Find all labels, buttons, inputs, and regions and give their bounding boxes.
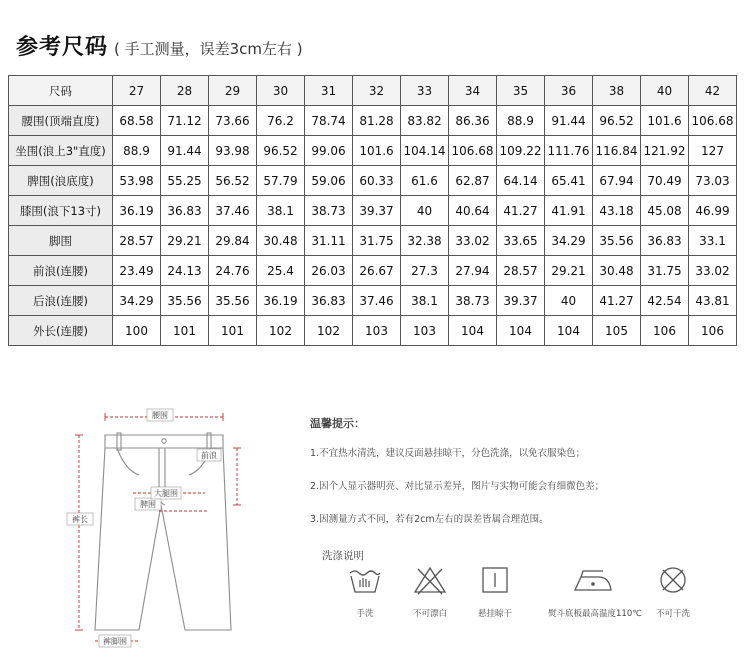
table-cell: 88.9 — [113, 136, 161, 166]
tip-2: 2.因个人显示器明亮、对比显示差异，图片与实物可能会有细微色差； — [310, 481, 605, 492]
table-cell: 70.49 — [641, 166, 689, 196]
table-cell: 67.94 — [593, 166, 641, 196]
label-hip: 大腿围 — [154, 489, 178, 498]
table-cell: 34.29 — [545, 226, 593, 256]
care-hand-wash — [340, 565, 390, 619]
table-cell: 121.92 — [641, 136, 689, 166]
care-no-dry-clean — [648, 565, 698, 619]
table-cell: 88.9 — [497, 106, 545, 136]
size-header-cell: 31 — [305, 76, 353, 106]
pants-diagram — [55, 395, 270, 650]
table-cell: 36.83 — [641, 226, 689, 256]
care-label-hang-dry: 悬挂晾干 — [477, 609, 512, 619]
table-cell: 78.74 — [305, 106, 353, 136]
table-cell: 104.14 — [401, 136, 449, 166]
row-label-cell: 坐围(浪上3"直度) — [9, 136, 113, 166]
table-cell: 31.75 — [641, 256, 689, 286]
size-header-cell: 30 — [257, 76, 305, 106]
label-hem: 裤脚围 — [103, 637, 127, 646]
table-cell: 36.83 — [161, 196, 209, 226]
table-cell: 41.27 — [593, 286, 641, 316]
table-row — [9, 286, 737, 316]
row-label-cell: 前浪(连腰) — [9, 256, 113, 286]
care-label-no-bleach: 不可漂白 — [412, 609, 447, 619]
care-hang-dry — [470, 565, 520, 619]
table-cell: 37.46 — [209, 196, 257, 226]
table-cell: 38.73 — [449, 286, 497, 316]
table-cell: 40 — [545, 286, 593, 316]
table-cell: 55.25 — [161, 166, 209, 196]
title-note: ( 手工测量，误差3cm左右 ) — [114, 40, 303, 58]
table-cell: 101.6 — [353, 136, 401, 166]
table-cell: 28.57 — [497, 256, 545, 286]
table-cell: 91.44 — [161, 136, 209, 166]
table-cell: 38.1 — [401, 286, 449, 316]
table-cell: 30.48 — [257, 226, 305, 256]
table-row — [9, 136, 737, 166]
table-cell: 106 — [689, 316, 737, 346]
table-cell: 42.54 — [641, 286, 689, 316]
table-cell: 40 — [401, 196, 449, 226]
size-header-cell: 33 — [401, 76, 449, 106]
table-cell: 36.83 — [305, 286, 353, 316]
tips-title: 温馨提示： — [310, 417, 365, 430]
table-cell: 103 — [353, 316, 401, 346]
table-cell: 105 — [593, 316, 641, 346]
table-cell: 65.41 — [545, 166, 593, 196]
table-cell: 33.02 — [449, 226, 497, 256]
table-row — [9, 166, 737, 196]
care-no-bleach — [405, 565, 455, 619]
size-header-cell: 42 — [689, 76, 737, 106]
table-cell: 68.58 — [113, 106, 161, 136]
table-cell: 36.19 — [257, 286, 305, 316]
table-cell: 37.46 — [353, 286, 401, 316]
size-table — [8, 75, 737, 346]
size-header-cell: 32 — [353, 76, 401, 106]
table-cell: 30.48 — [593, 256, 641, 286]
no-dry-clean-icon — [655, 565, 691, 595]
care-title: 洗涤说明 — [322, 550, 364, 562]
table-cell: 83.82 — [401, 106, 449, 136]
page-title — [16, 30, 303, 60]
table-cell: 101 — [209, 316, 257, 346]
table-cell: 29.21 — [545, 256, 593, 286]
size-header-cell: 28 — [161, 76, 209, 106]
table-cell: 116.84 — [593, 136, 641, 166]
table-cell: 64.14 — [497, 166, 545, 196]
table-row — [9, 226, 737, 256]
table-cell: 40.64 — [449, 196, 497, 226]
table-cell: 60.33 — [353, 166, 401, 196]
size-header-cell: 35 — [497, 76, 545, 106]
size-header-cell: 38 — [593, 76, 641, 106]
title-main: 参考尺码 — [16, 35, 109, 60]
label-thigh: 脾围 — [140, 500, 156, 509]
table-cell: 46.99 — [689, 196, 737, 226]
tip-3: 3.因测量方式不同，若有2cm左右的误差皆属合理范围。 — [310, 514, 549, 525]
table-cell: 109.22 — [497, 136, 545, 166]
table-cell: 104 — [449, 316, 497, 346]
table-cell: 93.98 — [209, 136, 257, 166]
size-header-cell: 27 — [113, 76, 161, 106]
table-cell: 73.66 — [209, 106, 257, 136]
care-label-hand-wash: 手洗 — [356, 609, 374, 619]
table-cell: 71.12 — [161, 106, 209, 136]
table-cell: 27.3 — [401, 256, 449, 286]
table-cell: 101 — [161, 316, 209, 346]
size-header-cell: 29 — [209, 76, 257, 106]
table-cell: 33.02 — [689, 256, 737, 286]
row-label-cell: 膝围(浪下13寸) — [9, 196, 113, 226]
table-cell: 61.6 — [401, 166, 449, 196]
hand-wash-icon — [347, 565, 383, 595]
table-cell: 59.06 — [305, 166, 353, 196]
table-cell: 106.68 — [449, 136, 497, 166]
table-cell: 101.6 — [641, 106, 689, 136]
size-header-cell: 34 — [449, 76, 497, 106]
table-cell: 41.91 — [545, 196, 593, 226]
table-cell: 91.44 — [545, 106, 593, 136]
table-cell: 25.4 — [257, 256, 305, 286]
tips-section — [310, 415, 740, 544]
table-cell: 96.52 — [257, 136, 305, 166]
table-cell: 24.13 — [161, 256, 209, 286]
table-cell: 32.38 — [401, 226, 449, 256]
table-cell: 29.21 — [161, 226, 209, 256]
table-cell: 34.29 — [113, 286, 161, 316]
care-label-no-dry-clean: 不可干洗 — [655, 609, 690, 619]
table-cell: 43.18 — [593, 196, 641, 226]
no-bleach-icon — [412, 565, 448, 595]
table-cell: 106 — [641, 316, 689, 346]
table-cell: 24.76 — [209, 256, 257, 286]
row-label-cell: 脚围 — [9, 226, 113, 256]
label-front-rise: 前浪 — [201, 451, 217, 460]
table-cell: 39.37 — [353, 196, 401, 226]
table-cell: 33.1 — [689, 226, 737, 256]
table-cell: 38.73 — [305, 196, 353, 226]
table-cell: 23.49 — [113, 256, 161, 286]
table-cell: 111.76 — [545, 136, 593, 166]
table-cell: 41.27 — [497, 196, 545, 226]
table-cell: 26.67 — [353, 256, 401, 286]
label-waist: 腰围 — [152, 411, 168, 420]
row-label-cell: 后浪(连腰) — [9, 286, 113, 316]
care-iron — [548, 565, 642, 619]
table-cell: 38.1 — [257, 196, 305, 226]
table-cell: 106.68 — [689, 106, 737, 136]
table-header-row — [9, 76, 737, 106]
table-row — [9, 196, 737, 226]
row-label-cell: 外长(连腰) — [9, 316, 113, 346]
table-row — [9, 316, 737, 346]
table-cell: 26.03 — [305, 256, 353, 286]
table-cell: 57.79 — [257, 166, 305, 196]
table-cell: 56.52 — [209, 166, 257, 196]
care-label-iron: 熨斗底板最高温度110℃ — [548, 609, 642, 619]
table-cell: 35.56 — [209, 286, 257, 316]
table-cell: 33.65 — [497, 226, 545, 256]
table-cell: 36.19 — [113, 196, 161, 226]
hang-dry-icon — [477, 565, 513, 595]
table-cell: 99.06 — [305, 136, 353, 166]
row-label-cell: 脾围(浪底度) — [9, 166, 113, 196]
table-cell: 76.2 — [257, 106, 305, 136]
label-length: 裤长 — [72, 515, 88, 524]
size-header-cell: 36 — [545, 76, 593, 106]
table-cell: 31.11 — [305, 226, 353, 256]
table-cell: 103 — [401, 316, 449, 346]
table-cell: 35.56 — [593, 226, 641, 256]
table-cell: 53.98 — [113, 166, 161, 196]
table-cell: 96.52 — [593, 106, 641, 136]
table-cell: 127 — [689, 136, 737, 166]
table-cell: 62.87 — [449, 166, 497, 196]
table-cell: 31.75 — [353, 226, 401, 256]
table-cell: 27.94 — [449, 256, 497, 286]
table-cell: 45.08 — [641, 196, 689, 226]
table-cell: 102 — [305, 316, 353, 346]
table-cell: 73.03 — [689, 166, 737, 196]
header-label-cell: 尺码 — [9, 76, 113, 106]
table-cell: 35.56 — [161, 286, 209, 316]
tip-1: 1.不宜热水清洗，建议反面悬挂晾干，分色洗涤，以免衣服染色； — [310, 448, 586, 459]
table-cell: 104 — [545, 316, 593, 346]
table-cell: 39.37 — [497, 286, 545, 316]
table-row — [9, 106, 737, 136]
table-cell: 104 — [497, 316, 545, 346]
row-label-cell: 腰围(顶端直度) — [9, 106, 113, 136]
table-cell: 102 — [257, 316, 305, 346]
table-cell: 29.84 — [209, 226, 257, 256]
table-cell: 43.81 — [689, 286, 737, 316]
table-cell: 81.28 — [353, 106, 401, 136]
table-cell: 86.36 — [449, 106, 497, 136]
table-cell: 100 — [113, 316, 161, 346]
iron-icon — [571, 565, 615, 595]
table-row — [9, 256, 737, 286]
table-cell: 28.57 — [113, 226, 161, 256]
size-header-cell: 40 — [641, 76, 689, 106]
